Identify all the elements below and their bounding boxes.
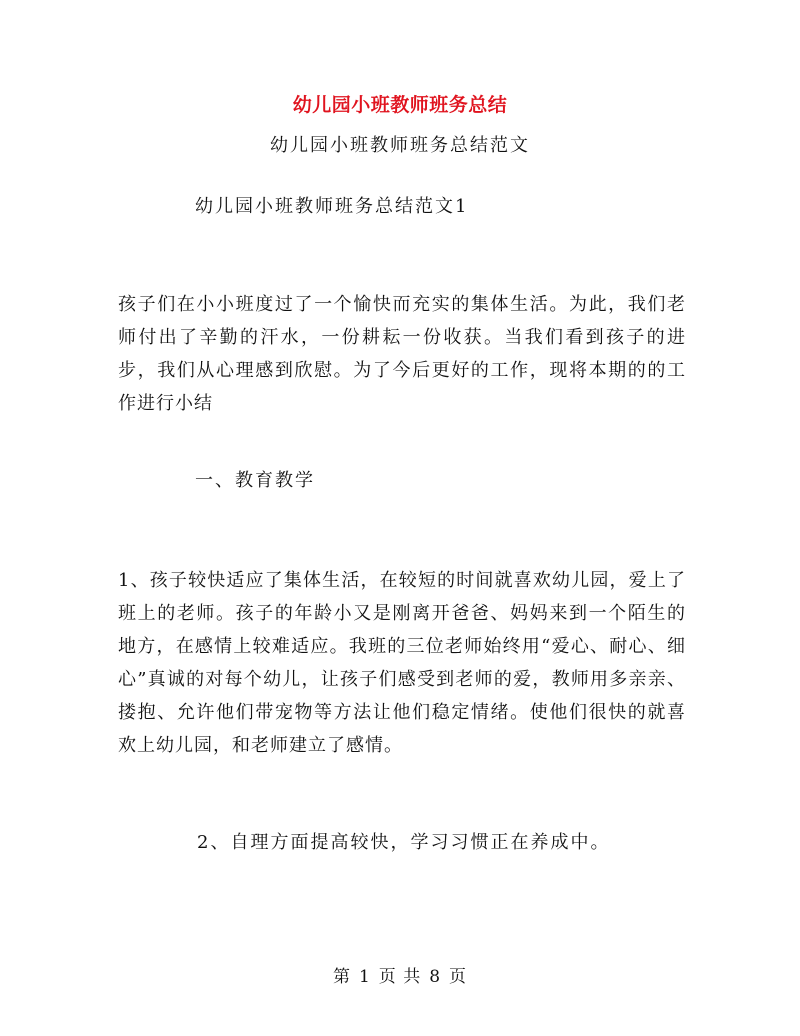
document-title: 幼儿园小班教师班务总结 [292, 94, 508, 116]
footer-suffix: 页 [449, 967, 468, 987]
footer-prefix: 第 [332, 967, 351, 987]
footer-mid: 页 共 [378, 967, 422, 987]
page-footer [0, 964, 800, 990]
point-one-paragraph: 1、孩子较快适应了集体生活，在较短的时间就喜欢幼儿园，爱上了班上的老师。孩子的年龄小又是刚离开爸爸、妈妈来到一个陌生的地方，在感情上较难适应。我班的三位老师始终用“爱心、耐心、细心”真诚的对每个幼儿，让孩子们感受到老师的爱，教师用多亲亲、搂抱、允许他们带宠物等方法让他们稳定情绪。使他们很快的就喜欢上幼儿园，和老师建立了感情。 [118, 570, 686, 756]
intro-paragraph: 孩子们在小小班度过了一个愉快而充实的集体生活。为此，我们老师付出了辛勤的汗水，一份耕耘一份收获。当我们看到孩子的进步，我们从心理感到欣慰。为了今后更好的工作，现将本期的的工作进行小结 [118, 294, 686, 414]
part-one-heading: 一、教育教学 [195, 470, 315, 491]
section-heading: 幼儿园小班教师班务总结范文1 [195, 196, 469, 217]
point-two-paragraph: 2、自理方面提高较快，学习习惯正在养成中。 [197, 832, 611, 853]
document-subtitle: 幼儿园小班教师班务总结范文 [270, 135, 530, 156]
total-pages-number: 8 [429, 967, 442, 987]
current-page-number: 1 [358, 967, 371, 987]
